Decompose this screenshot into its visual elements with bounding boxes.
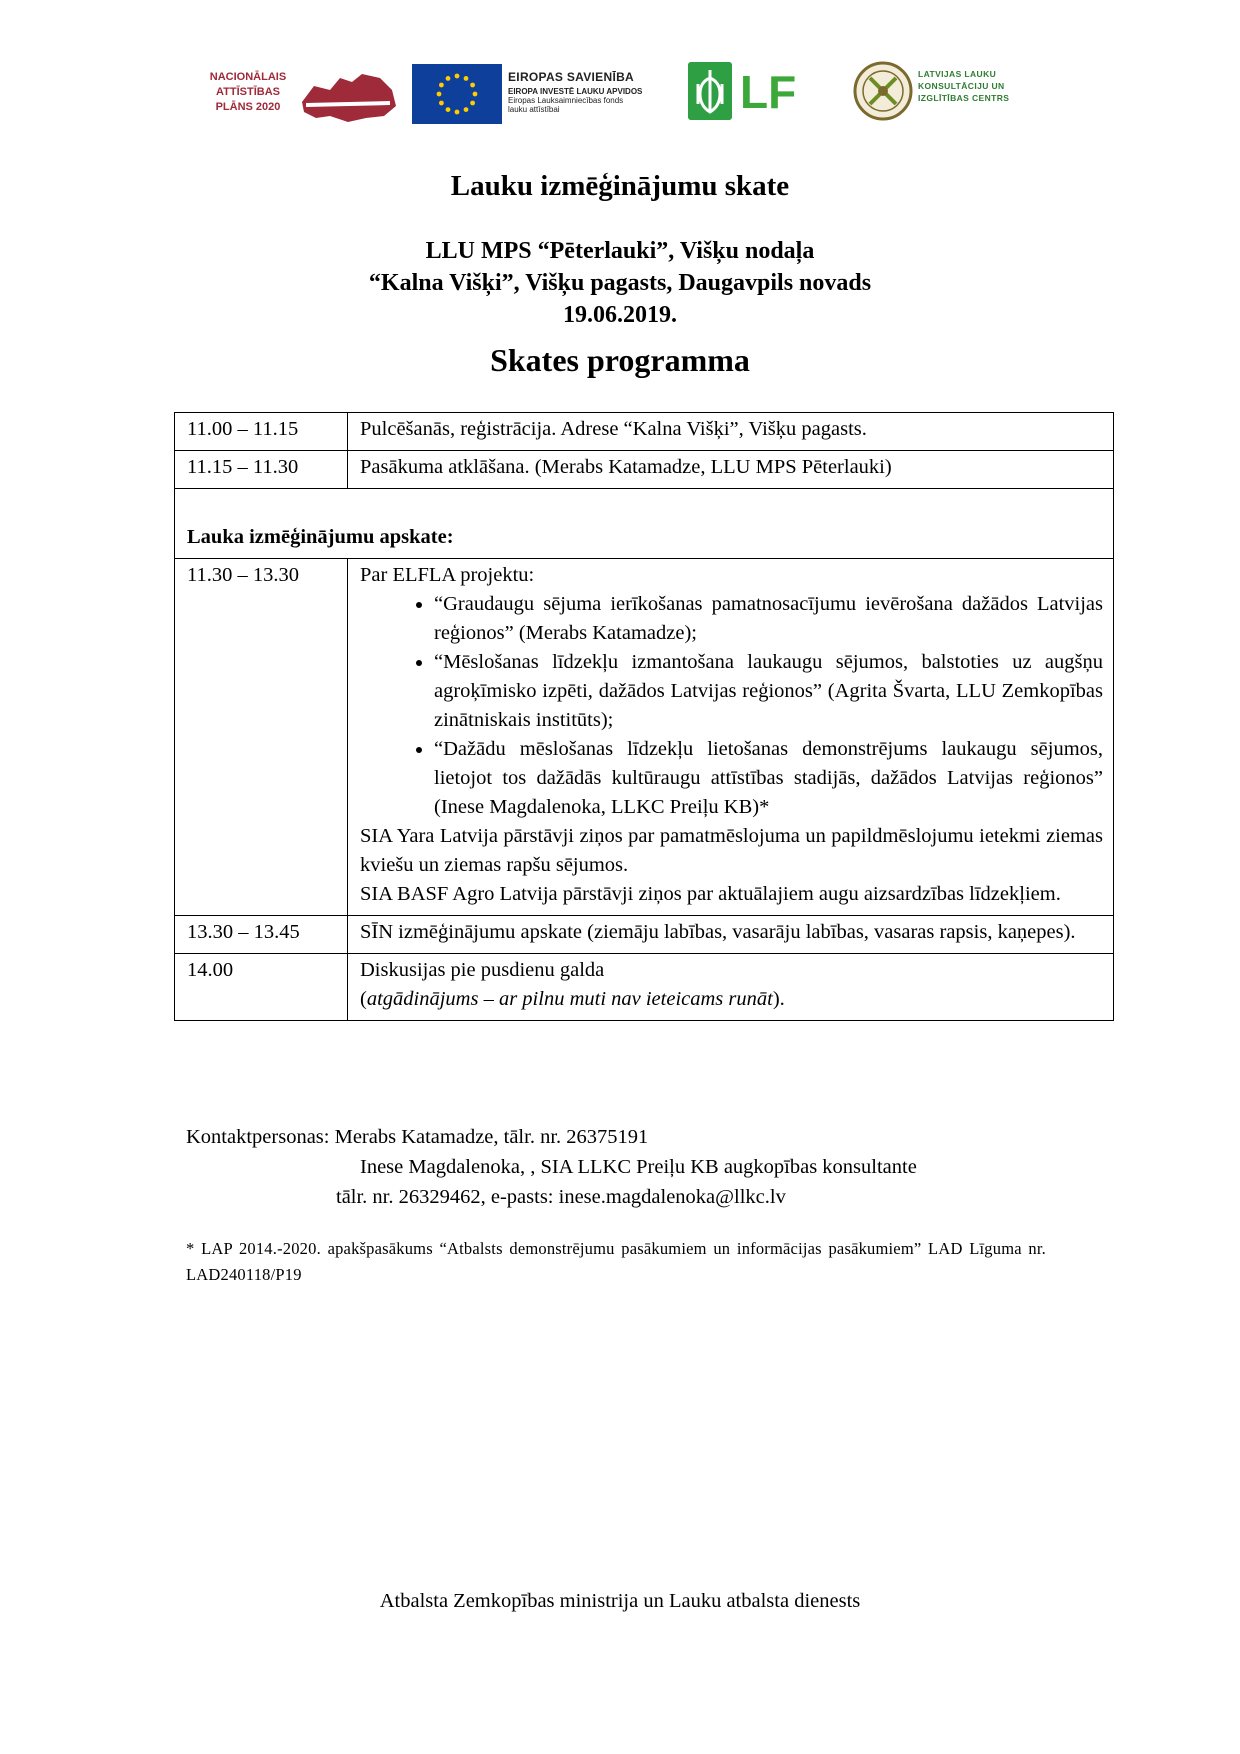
list-item: • “Graudaugu sējuma ierīkošanas pamatnosacījumu ievērošana dažādos Latvijas reģionos” (Merabs Katamadze); [434, 590, 1103, 648]
nap-line-3: PLĀNS 2020 [215, 101, 281, 113]
logo-strip [200, 58, 1040, 133]
table-row [175, 451, 1114, 489]
contact-line-1: Kontaktpersonas: Merabs Katamadze, tālr. nr. 26375191 [186, 1126, 649, 1148]
location-line-1: LLU MPS “Pēterlauki”, Višķu nodaļa [425, 238, 815, 264]
latvia-map-icon [300, 72, 398, 124]
llkc-line-1: LATVIJAS LAUKU [918, 69, 997, 79]
list-item: • “Mēslošanas līdzekļu izmantošana laukaugu sējumos, balstoties uz augšņu agroķīmisko izpēti, dažādos Latvijas reģionos” (Agrita Švarta, LLU Zemkopības zinātniskais institūts); [434, 648, 1103, 735]
eu-flag-icon [412, 64, 502, 124]
table-row [175, 413, 1114, 451]
nap-line-1: NACIONĀLAIS [209, 71, 287, 83]
nap-logo-text [200, 70, 296, 115]
nap-line-2: ATTĪSTĪBAS [216, 86, 280, 98]
activity-cell: Pulcēšanās, reģistrācija. Adrese “Kalna Višķi”, Višķu pagasts. [348, 413, 1114, 451]
yara-note: SIA Yara Latvija pārstāvji ziņos par pamatmēslojuma un papildmēslojumu ietekmi ziemas kviešu un ziemas rapšu sējumos. [360, 825, 1103, 876]
document-title: Lauku izmēģinājumu skate [450, 170, 790, 202]
project-intro: Par ELFLA projektu: [360, 564, 535, 586]
contacts-block [186, 1122, 1086, 1212]
eu-logo-text [508, 70, 668, 114]
sin-trial-text: SĪN izmēģinājumu apskate (ziemāju labības, vasarāju labības, vasaras rapsis, kaņepes). [360, 921, 1076, 943]
activity-cell: Pasākuma atklāšana. (Merabs Katamadze, LLU MPS Pēterlauki) [348, 451, 1114, 489]
list-item: • “Dažādu mēslošanas līdzekļu lietošanas demonstrējums laukaugu sējumos, lietojot tos dažādās kultūraugu attīstības stadijās, dažādos Latvijas reģionos” (Inese Magdalenoka, LLKC Preiļu KB)* [434, 735, 1103, 822]
national-development-plan-logo [200, 68, 410, 128]
llkc-logo [852, 60, 1042, 126]
table-row [175, 916, 1114, 954]
support-statement: Atbalsta Zemkopības ministrija un Lauku atbalsta dienests [379, 1590, 861, 1612]
discussion-text: Diskusijas pie pusdienu galda [360, 959, 605, 981]
wheat-emblem-icon [688, 62, 732, 120]
time-cell: 11.00 – 11.15 [175, 413, 348, 451]
eu-line-2: EIROPA INVESTĒ LAUKU APVIDOS [508, 87, 643, 96]
event-date: 19.06.2019. [563, 302, 677, 328]
activity-cell [348, 954, 1114, 1021]
section-header-row [175, 489, 1114, 559]
time-cell: 11.30 – 13.30 [175, 559, 348, 916]
time-cell: 13.30 – 13.45 [175, 916, 348, 954]
contact-line-3: tālr. nr. 26329462, e-pasts: inese.magdalenoka@llkc.lv [336, 1186, 786, 1208]
activity-cell [348, 916, 1114, 954]
activity-cell [348, 559, 1114, 916]
time-cell: 14.00 [175, 954, 348, 1021]
section-header: Lauka izmēģinājumu apskate: [175, 489, 1114, 559]
program-table [174, 412, 1114, 1021]
contact-line-2: Inese Magdalenoka, , SIA LLKC Preiļu KB augkopības konsultante [360, 1156, 917, 1178]
llkc-logo-text [918, 68, 1058, 104]
eu-line-4: lauku attīstībai [508, 105, 560, 114]
topic-list [360, 590, 1103, 822]
lf-logo [688, 62, 818, 126]
table-row [175, 559, 1114, 916]
eu-line-3: Eiropas Lauksaimniecības fonds [508, 96, 624, 105]
reminder-close: ). [772, 988, 785, 1010]
program-title: Skates programma [490, 342, 750, 378]
eu-logo [412, 64, 662, 124]
table-row [175, 954, 1114, 1021]
basf-note: SIA BASF Agro Latvija pārstāvji ziņos par aktuālajiem augu aizsardzības līdzekļiem. [360, 883, 1061, 905]
llkc-seal-icon [852, 60, 914, 122]
llkc-line-3: IZGLĪTĪBAS CENTRS [918, 93, 1010, 103]
reminder-open: ( [360, 988, 367, 1010]
lf-logo-text: LF [740, 66, 797, 118]
footnote: * LAP 2014.-2020. apakšpasākums “Atbalsts demonstrējumu pasākumiem un informācijas pasākumiem” LAD Līguma nr. LAD240118/P19 [186, 1239, 1046, 1284]
time-cell: 11.15 – 11.30 [175, 451, 348, 489]
eu-line-1: EIROPAS SAVIENĪBA [508, 70, 635, 84]
reminder-note: atgādinājums – ar pilnu muti nav ieteicams runāt [366, 988, 773, 1010]
location-line-2: “Kalna Višķi”, Višķu pagasts, Daugavpils novads [368, 270, 872, 296]
llkc-line-2: KONSULTĀCIJU UN [918, 81, 1005, 91]
